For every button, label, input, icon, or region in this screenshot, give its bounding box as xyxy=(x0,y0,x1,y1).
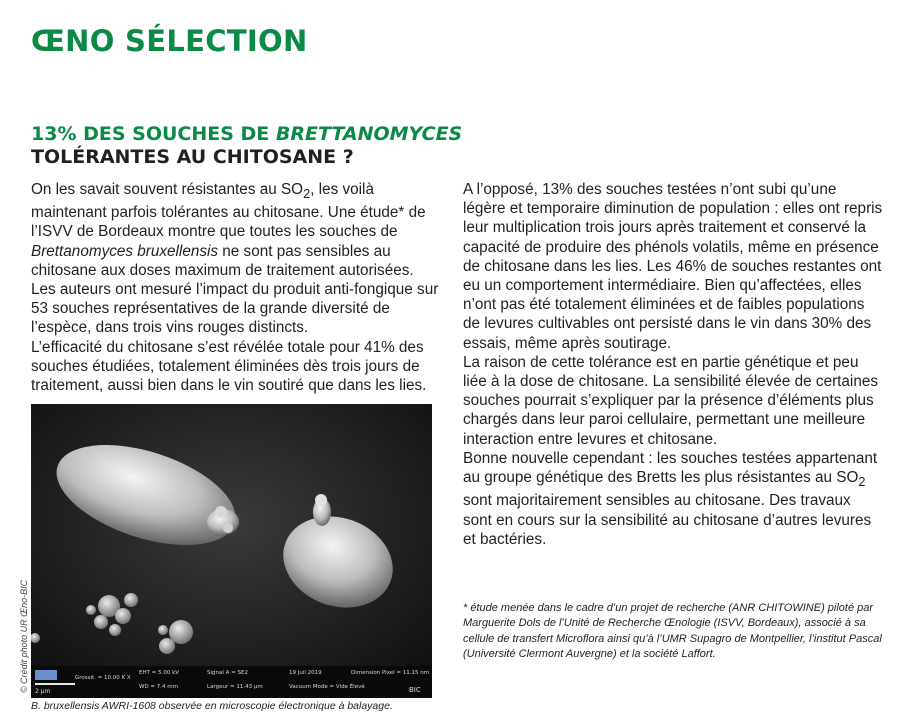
sem-largeur: Largeur = 11.43 µm xyxy=(207,684,263,690)
figure-caption: B. bruxellensis AWRI-1608 observée en microscopie électronique à balayage. xyxy=(31,700,393,712)
article-title xyxy=(31,123,462,169)
right-paragraph-1: A l’opposé, 13% des souches testées n’ont subi qu’une légère et temporaire diminution de population : elles ont repris leur multiplication trois jours après traitement et conservé la capacité de produire des phénols volatils, même en présence de chitosane dans les lies. Les 46% de souches restantes ont eu un comportement intermédiaire. Bien qu’affectées, elles n’ont pas été totalement éliminées et de faibles populations de levures cultivables ont persisté dans le vin dans 30% des essais, même après soutirage. xyxy=(463,181,883,352)
sem-brand: BIC xyxy=(409,686,421,694)
sem-date: 19 Juil 2019 xyxy=(289,670,322,676)
sem-photo xyxy=(31,404,432,698)
left-column xyxy=(31,180,439,395)
sem-info-bar xyxy=(31,666,432,698)
left-paragraph-2: L’efficacité du chitosane s’est révélée totale pour 41% des souches étudiées, totalement éliminées dès trois jours de traitement, aussi bien dans le vin soutiré que dans les lies. xyxy=(31,338,427,395)
footnote-text: * étude menée dans le cadre d’un projet de recherche (ANR CHITOWINE) piloté par Marguerite Dols de l’Unité de Recherche Œnologie (ISVV, Bordeaux), associé à sa cellule de transfert Microflora ainsi qu’à l’UMR Supagro de Montpellier, l’institut Pascal (Université Clermont Auvergne) et la société Laffort. xyxy=(463,602,882,661)
article-title-line1: 13% DES SOUCHES DE BRETTANOMYCES xyxy=(31,123,463,145)
right-paragraph-3: Bonne nouvelle cependant : les souches testées appartenant au groupe génétique des Bretts les plus résistantes au $SO_2$ sont majoritairement sensibles au chitosane. Des travaux sont en cours sur la sensibilité au chitosane d’autres levures et bactéries. xyxy=(463,449,878,548)
footnote xyxy=(463,601,883,663)
sem-vacuum: Vacuum Mode = Vide Élevé xyxy=(289,684,365,690)
article-title-italic: BRETTANOMYCES xyxy=(275,123,463,145)
photo-credit: © Crédit photo UR Œno-BIC xyxy=(19,579,29,693)
right-paragraph-2: La raison de cette tolérance est en partie génétique et peu liée à la dose de chitosane. La sensibilité élevée de certaines souches pourrait s’expliquer par la présence d’éléments plus chargés dans leur paroi cellulaire, permettant une meilleure interaction entre levures et chitosane. xyxy=(463,353,878,448)
right-column xyxy=(463,180,883,549)
sem-image xyxy=(31,404,432,698)
article-title-line2: TOLÉRANTES AU CHITOSANE ? xyxy=(31,146,354,168)
sem-signal: Signal A = SE2 xyxy=(207,670,248,676)
sem-grossissement: Grossit. = 10.00 K X xyxy=(75,675,131,681)
sem-wd: WD = 7.4 mm xyxy=(139,684,178,690)
sem-scale: 2 µm xyxy=(35,688,51,695)
section-title: ŒNO SÉLECTION xyxy=(31,24,308,58)
left-paragraph-1: On les savait souvent résistantes au $SO_2$, les voilà maintenant parfois tolérantes au chitosane. Une étude* de l’ISVV de Bordeaux montre que toutes les souches de Brettanomyces bruxellensis ne sont pas sensibles au chitosane aux doses maximum de traitement autorisées. Les auteurs ont mesuré l’impact du produit anti-fongique sur 53 souches représentatives de la grande diversité de l’espèce, dans trois vins rouges distincts. xyxy=(31,181,439,337)
sem-eht: EHT = 5.00 kV xyxy=(139,670,180,676)
sem-pixel: Dimension Pixel = 11.15 nm xyxy=(351,670,430,676)
